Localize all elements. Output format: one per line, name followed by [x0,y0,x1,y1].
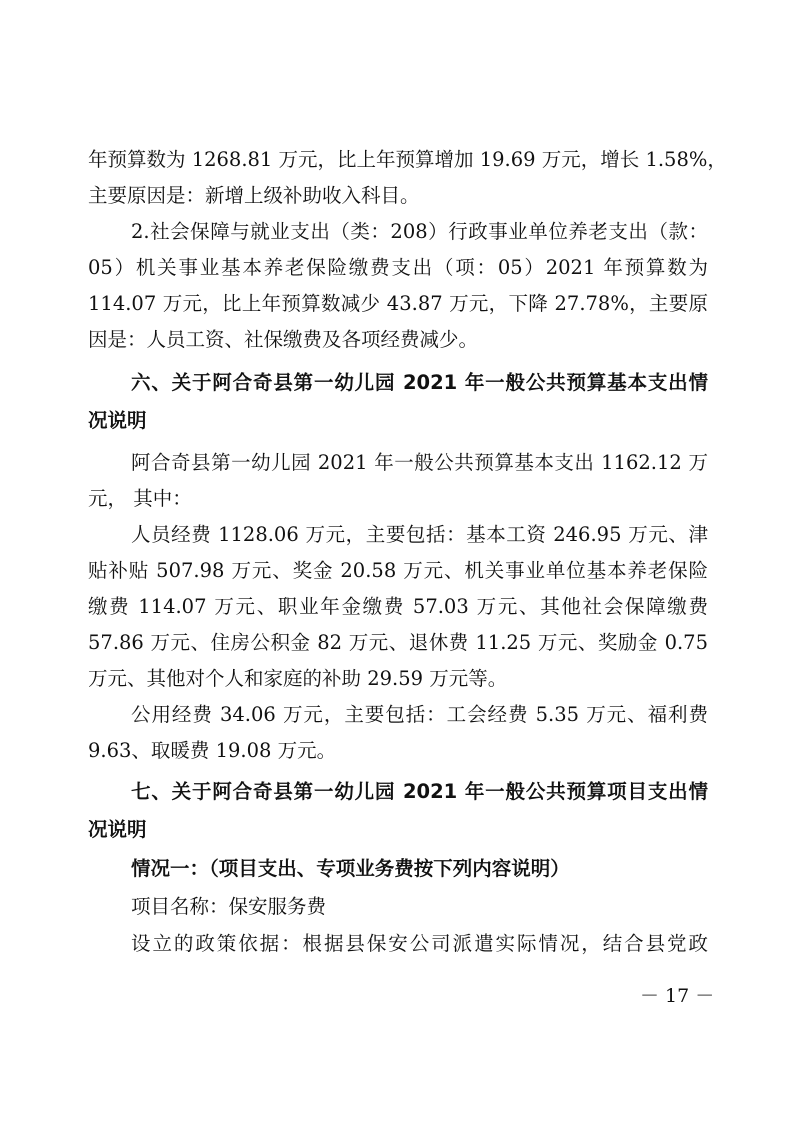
body-text-line: 元， 其中： [88,487,192,510]
body-text-line: 年预算数为 1268.81 万元，比上年预算增加 19.69 万元，增长 1.58%， [88,148,727,171]
body-text-line: 设立的政策依据：根据县保安公司派遣实际情况，结合县党政 [131,932,708,955]
body-text-line: 因是：人员工资、社保缴费及各项经费减少。 [88,328,479,351]
body-text-line: 人员经费 1128.06 万元，主要包括：基本工资 246.95 万元、津 [131,523,708,546]
section-heading-six-cont: 况说明 [88,409,147,432]
body-text-line: 缴费 114.07 万元、职业年金缴费 57.03 万元、其他社会保障缴费 [88,595,708,618]
body-text-line: 05）机关事业基本养老保险缴费支出（项：05）2021 年预算数为 [88,256,708,279]
body-text-line: 57.86 万元、住房公积金 82 万元、退休费 11.25 万元、奖励金 0.75 [88,631,708,654]
body-text-line: 114.07 万元，比上年预算数减少 43.87 万元，下降 27.78%，主要原 [88,292,708,315]
body-text-line: 万元、其他对个人和家庭的补助 29.59 万元等。 [88,667,508,690]
body-text-line: 阿合奇县第一幼儿园 2021 年一般公共预算基本支出 1162.12 万 [131,451,708,474]
body-text-line: 公用经费 34.06 万元，主要包括：工会经费 5.35 万元、福利费 [131,703,708,726]
body-text-line: 主要原因是：新增上级补助收入科目。 [88,184,420,207]
section-heading-seven-cont: 况说明 [88,818,147,841]
subsection-heading: 情况一：（项目支出、专项业务费按下列内容说明） [131,857,570,880]
section-heading-six: 六、关于阿合奇县第一幼儿园 2021 年一般公共预算基本支出情 [131,371,708,394]
body-text-line: 项目名称：保安服务费 [131,895,327,918]
section-heading-seven: 七、关于阿合奇县第一幼儿园 2021 年一般公共预算项目支出情 [131,780,708,803]
page-number: － 17 － [640,985,715,1007]
body-text-line: 贴补贴 507.98 万元、奖金 20.58 万元、机关事业单位基本养老保险 [88,559,708,582]
body-text-line: 9.63、取暖费 19.08 万元。 [88,739,337,762]
body-text-line: 2.社会保障与就业支出（类：208）行政事业单位养老支出（款： [131,220,708,243]
